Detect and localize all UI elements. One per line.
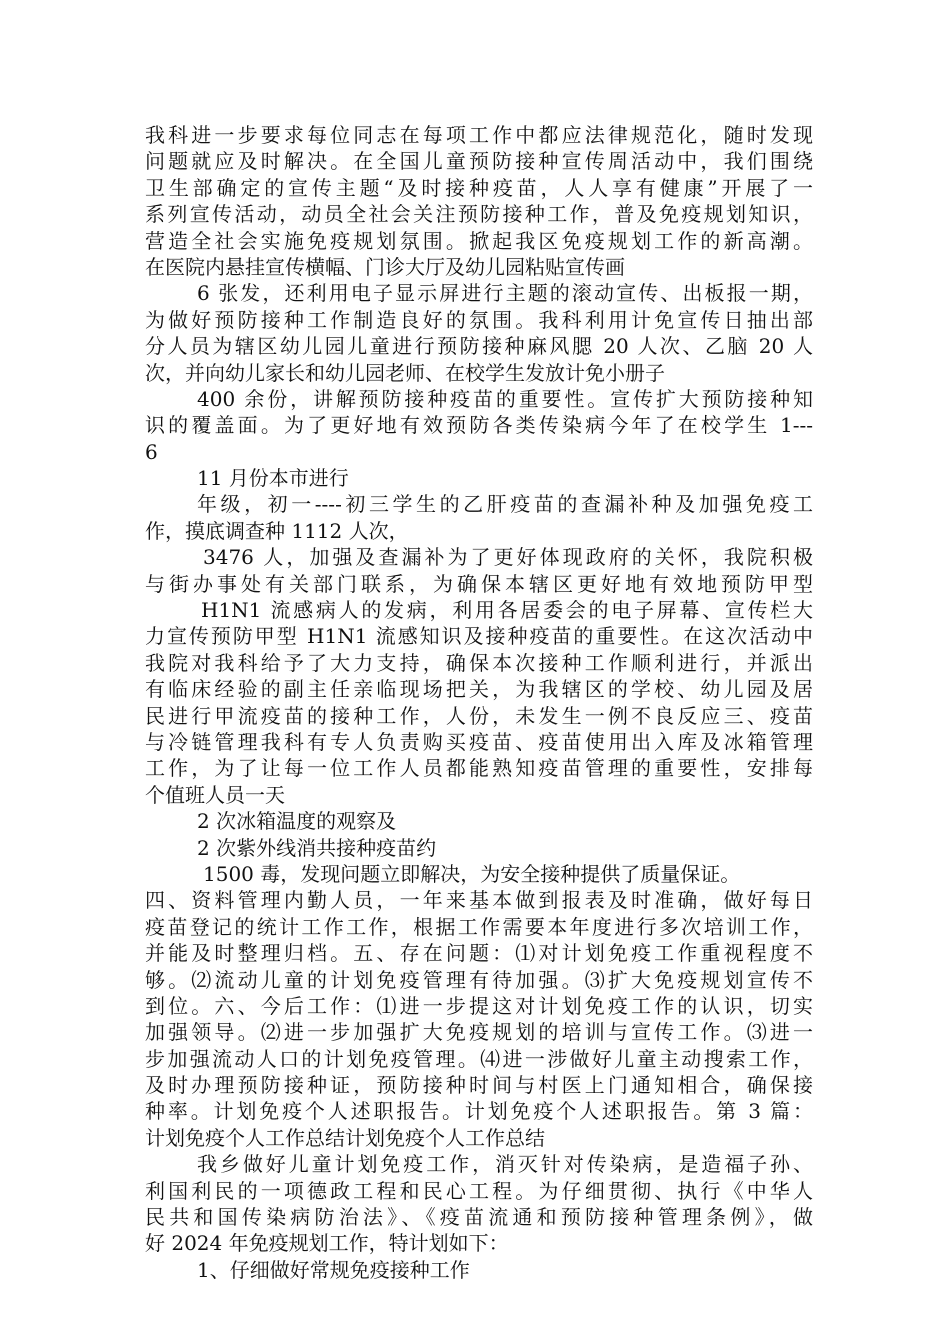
text-line: 我院对我科给予了大力支持，确保本次接种工作顺利进行，并派出 <box>145 650 813 675</box>
text-line: 个值班人员一天 <box>145 782 285 807</box>
text-line: 好 2024 年免疫规划工作，特计划如下： <box>145 1231 509 1256</box>
text-line: 我科进一步要求每位同志在每项工作中都应法律规范化，随时发现 <box>145 123 813 147</box>
text-line: 6 张发，还利用电子显示屏进行主题的滚动宣传、出板报一期， <box>197 281 813 306</box>
text-line: 6 <box>145 439 158 464</box>
text-line: 年级，初一----初三学生的乙肝疫苗的查漏补种及加强免疫工 <box>197 492 813 517</box>
text-line: 为做好预防接种工作制造良好的氛围。我科利用计免宣传日抽出部 <box>145 307 813 332</box>
text-line: 作，摸底调查种 1112 人次， <box>145 518 409 543</box>
text-line: 工作，为了让每一位工作人员都能熟知疫苗管理的重要性，安排每 <box>145 756 813 781</box>
text-line: 1、仔细做好常规免疫接种工作 <box>197 1257 470 1282</box>
text-line: 2 次冰箱温度的观察及 <box>197 809 397 834</box>
text-line: 系列宣传活动，动员全社会关注预防接种工作，普及免疫规划知识， <box>145 202 813 227</box>
text-line: 步加强流动人口的计划免疫管理。⑷进一涉做好儿童主动搜索工作， <box>145 1046 813 1071</box>
text-line: 民进行甲流疫苗的接种工作，人份，未发生一例不良反应三、疫苗 <box>145 703 813 728</box>
text-line: 2 次紫外线消共接种疫苗约 <box>197 835 437 860</box>
text-line: 与街办事处有关部门联系，为确保本辖区更好地有效地预防甲型 <box>145 571 813 596</box>
text-line: 卫生部确定的宣传主题“及时接种疫苗，人人享有健康”开展了一 <box>145 175 813 200</box>
text-line: 计划免疫个人工作总结计划免疫个人工作总结 <box>145 1125 545 1150</box>
text-line: 400 余份，讲解预防接种疫苗的重要性。宣传扩大预防接种知 <box>197 386 813 411</box>
text-line: 够。⑵流动儿童的计划免疫管理有待加强。⑶扩大免疫规划宣传不 <box>145 967 813 992</box>
text-line: 3476 人，加强及查漏补为了更好体现政府的关怀，我院积极 <box>203 545 813 570</box>
text-line: 民共和国传染病防治法》、《疫苗流通和预防接种管理条例》，做 <box>145 1205 813 1230</box>
text-line: 在医院内悬挂宣传横幅、门诊大厅及幼儿园粘贴宣传画 <box>145 254 625 279</box>
text-line: 问题就应及时解决。在全国儿童预防接种宣传周活动中，我们围绕 <box>145 149 813 174</box>
text-line: 四、资料管理内勤人员，一年来基本做到报表及时准确，做好每日 <box>145 888 813 913</box>
document-body <box>145 122 813 1283</box>
text-line: 种率。计划免疫个人述职报告。计划免疫个人述职报告。第 3 篇： <box>145 1099 813 1124</box>
text-line: 到位。六、今后工作：⑴进一步提这对计划免疫工作的认识，切实 <box>145 993 813 1018</box>
text-line: 并能及时整理归档。五、存在问题：⑴对计划免疫工作重视程度不 <box>145 941 813 966</box>
text-line: 有临床经验的副主任亲临现场把关，为我辖区的学校、幼儿园及居 <box>145 677 813 702</box>
text-line: 11 月份本市进行 <box>197 466 349 491</box>
text-line: 营造全社会实施免疫规划氛围。掀起我区免疫规划工作的新高潮。 <box>145 228 813 253</box>
text-line: 我乡做好儿童计划免疫工作，消灭针对传染病，是造福子孙、 <box>197 1152 813 1177</box>
text-line: 分人员为辖区幼儿园儿童进行预防接种麻风腮 20 人次、乙脑 20 人 <box>145 334 813 359</box>
text-line: 1500 毒，发现问题立即解决，为安全接种提供了质量保证。 <box>203 861 741 886</box>
text-line: 识的覆盖面。为了更好地有效预防各类传染病今年了在校学生 1--- <box>145 413 813 438</box>
text-line: H1N1 流感病人的发病，利用各居委会的电子屏幕、宣传栏大 <box>201 598 813 623</box>
text-line: 与冷链管理我科有专人负责购买疫苗、疫苗使用出入库及冰箱管理 <box>145 729 813 754</box>
text-line: 及时办理预防接种证，预防接种时间与村医上门通知相合，确保接 <box>145 1073 813 1098</box>
text-line: 次，并向幼儿家长和幼儿园老师、在校学生发放计免小册子 <box>145 360 665 385</box>
text-line: 利国利民的一项德政工程和民心工程。为仔细贯彻、执行《中华人 <box>145 1178 813 1203</box>
text-line: 加强领导。⑵进一步加强扩大免疫规划的培训与宣传工作。⑶进一 <box>145 1020 813 1045</box>
text-line: 力宣传预防甲型 H1N1 流感知识及接种疫苗的重要性。在这次活动中 <box>145 624 813 649</box>
text-line: 疫苗登记的统计工作工作，根据工作需要本年度进行多次培训工作， <box>145 914 813 939</box>
